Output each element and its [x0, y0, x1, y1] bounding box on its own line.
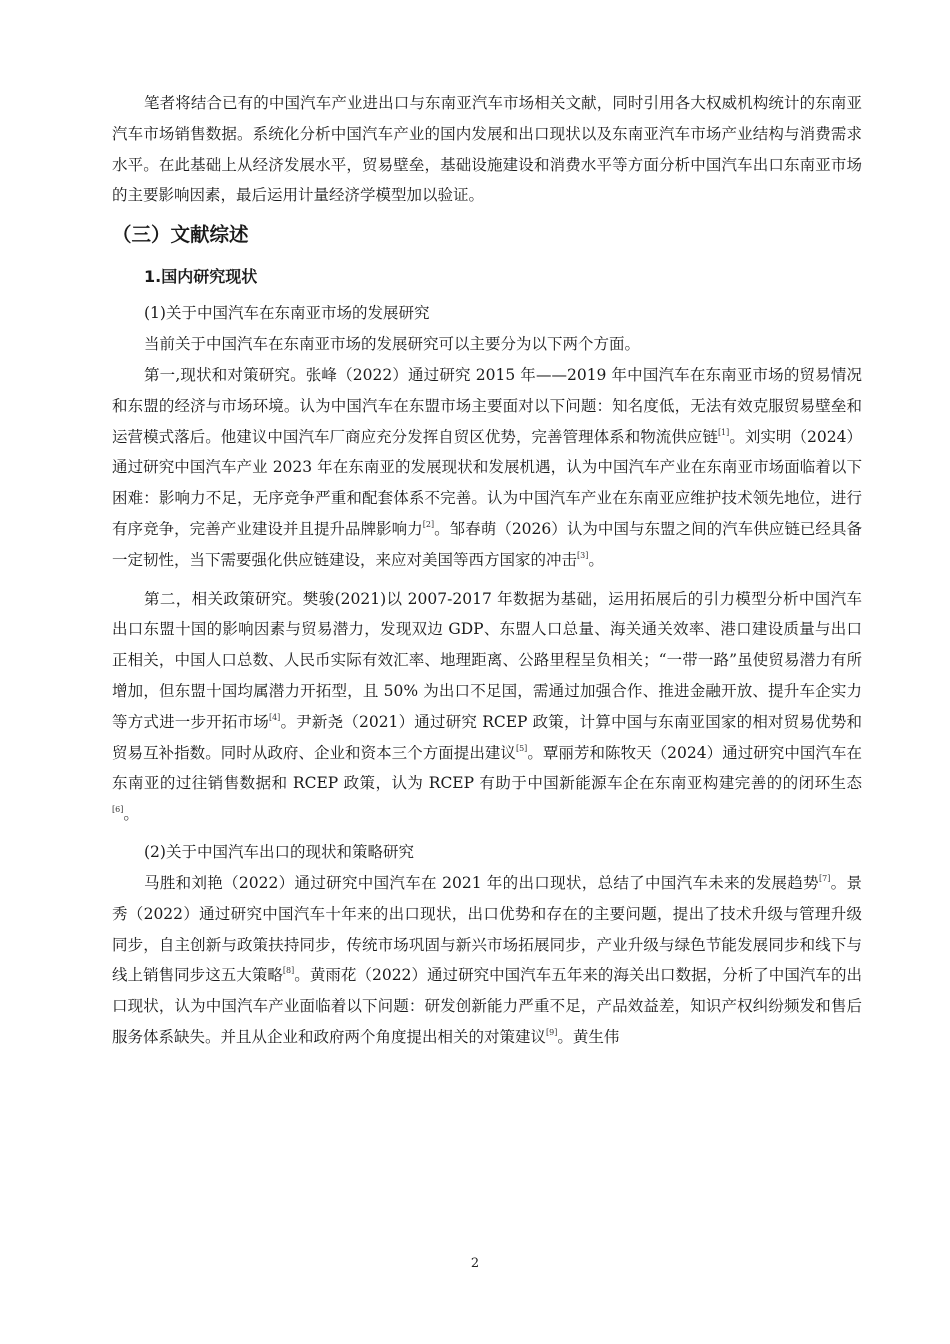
paragraph-text: 。景秀（2022）通过研究中国汽车十年来的出口现状，出口优势和存在的主要问题，提出了技术升级与管理升级同步，自主创新与政策扶持同步，传统市场巩固与新兴市场拓展同步，产业升级与绿色节能发展同步和线下与线上销售同步这五大策略 [112, 873, 862, 985]
paragraph-text: 。覃丽芳和陈牧天（2024）通过研究中国汽车在东南亚的过往销售数据和 RCEP 政策，认为 RCEP 有助于中国新能源车企在东南亚构建完善的的闭环生态 [112, 743, 862, 793]
citation-3: [3] [577, 550, 589, 560]
citation-1: [1] [717, 427, 730, 437]
page-number: 2 [470, 1256, 480, 1271]
paragraph-text: 。 [123, 805, 139, 824]
paragraph-text: 。刘实明（2024）通过研究中国汽车产业 2023 年在东南亚的发展现状和发展机遇，认为中国汽车产业在东南亚市场面临着以下困难：影响力不足，无序竞争严重和配套体系不完善。认为中国汽车产业在东南亚应维护技术领先地位，进行有序竞争，完善产业建设并且提升品牌影响力 [112, 427, 862, 538]
citation-2: [2] [422, 519, 435, 529]
subsection-heading: 1.国内研究现状 [144, 267, 258, 287]
paragraph-text: 第二，相关政策研究。樊骏(2021)以 2007-2017 年数据为基础，运用拓展后的引力模型分析中国汽车出口东盟十国的影响因素与贸易潜力，发现双边 GDP、东盟人口总量、海关通关效率、港口建设质量与出口正相关，中国人口总数、人民币实际有效汇率、地理距离、公路里程呈负相关；“一带一路”虽使贸易潜力有所增加，但东盟十国均属潜力开拓型，且 50% 为出口不足国，需通过加强合作、推进金融开放、提升车企实力等方式进一步开拓市场 [112, 589, 862, 731]
citation-7: [7] [819, 873, 831, 883]
part1-heading: (1)关于中国汽车在东南亚市场的发展研究 [144, 304, 430, 323]
paragraph-text: 。黄雨花（2022）通过研究中国汽车五年来的海关出口数据，分析了中国汽车的出口现状，认为中国汽车产业面临着以下问题：研发创新能力严重不足，产品效益差，知识产权纠纷频发和售后服务体系缺失。并且从企业和政府两个角度提出相关的对策建议 [112, 966, 862, 1046]
paragraph-text: 。 [588, 550, 604, 569]
paragraph-text: 马胜和刘艳（2022）通过研究中国汽车在 2021 年的出口现状，总结了中国汽车未来的发展趋势 [144, 873, 820, 892]
citation-9: [9] [546, 1027, 558, 1037]
paragraph-text: 。邹春萌（2026）认为中国与东盟之间的汽车供应链已经具备一定韧性，当下需要强化供应链建设，来应对美国等西方国家的冲击 [112, 519, 862, 569]
part2-heading: (2)关于中国汽车出口的现状和策略研究 [144, 842, 414, 861]
citation-5: [5] [515, 743, 528, 753]
paragraph-text: 。黄生伟 [557, 1027, 620, 1046]
citation-6: [6] [112, 805, 124, 815]
part1-paragraph-1 [112, 360, 862, 576]
citation-4: [4] [268, 712, 281, 722]
paragraph-text: 第一,现状和对策研究。张峰（2022）通过研究 2015 年——2019 年中国汽车在东南亚市场的贸易情况和东盟的经济与市场环境。认为中国汽车在东盟市场主要面对以下问题：知名度低，无法有效克服贸易壁垒和运营模式落后。他建议中国汽车厂商应充分发挥自贸区优势，完善管理体系和物流供应链 [112, 365, 862, 446]
intro-paragraph: 笔者将结合已有的中国汽车产业进出口与东南亚汽车市场相关文献，同时引用各大权威机构统计的东南亚汽车市场销售数据。系统化分析中国汽车产业的国内发展和出口现状以及东南亚汽车市场产业结构与消费需求水平。在此基础上从经济发展水平，贸易壁垒，基础设施建设和消费水平等方面分析中国汽车出口东南亚市场的主要影响因素，最后运用计量经济学模型加以验证。 [112, 94, 862, 205]
paragraph-text: 。尹新尧（2021）通过研究 RCEP 政策，计算中国与东南亚国家的相对贸易优势和贸易互补指数。同时从政府、企业和资本三个方面提出建议 [112, 712, 862, 762]
part1-paragraph-2 [112, 584, 862, 830]
section-heading: （三）文献综述 [112, 223, 249, 247]
part1-lead-paragraph: 当前关于中国汽车在东南亚市场的发展研究可以主要分为以下两个方面。 [144, 335, 641, 354]
citation-8: [8] [282, 966, 295, 976]
part2-paragraph-1 [112, 868, 862, 1053]
